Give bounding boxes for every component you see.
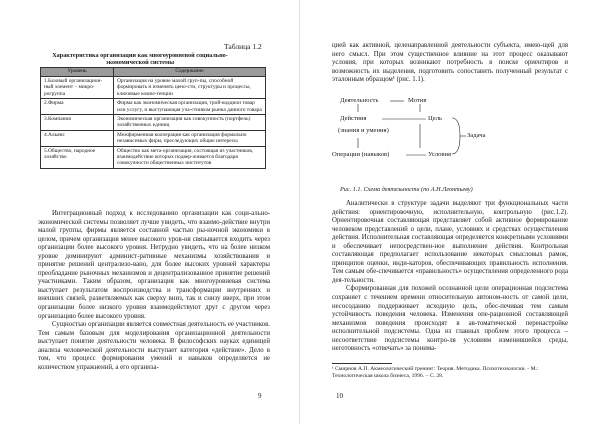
table-row <box>41 77 266 99</box>
diagram-connectors <box>320 92 580 182</box>
paragraph-organization-essence: Сущностью организации является совместная деятельность ее участников. Тем самым базовым для моделирования организационной деятельности выступает понятие деятельности человека. В философских науках единицей анализа человеческой деятельности выступает категория «действие». Дело в том, что процесс формирования умений и навыков определяется не количеством упражнений, а его организа- <box>38 321 270 371</box>
figure-caption: Рис. 1.1. Схема деятельности (по А.Н.Леонтьеву) <box>340 186 473 193</box>
paragraph-analytical-structure: Аналитически в структуре задачи выделяют три функциональных части действия: ориентировочную, исполнительную, контрольную (рис.1.2). Ориентировочная составляющая представляет собой активное формирование человеком представлений о цели, плане, условиях и средствах осуществления действия. Исполнительная составляющая определяется конкретными условиями и обеспечивает непосредствен-ное выполнение действия. Контрольная составляющая предполагает использование некоторых смысловых рамок, принципов оценки, инди-каторов, обеспечивающих правильность исполнения. Тем самым обе-спечивается «правильность» осуществления определенного рода дея-тельности. <box>332 200 568 284</box>
table-cell-content: Фирма как экономическая организация, трой-кодцион товар или услугу, и выступающая уча-стником рынка данного товара <box>114 99 266 115</box>
right-body-text <box>332 200 568 354</box>
paragraph-integration-approach: Интеграционный подход к исследованию организации как соци-ально-экономической системы позволяет лучше увидеть, что взаимо-действие внутри малой группы, фирмы является составной частью ры-ночной экономики в целом, причем организация менее высокого уров-ня связывается входить через организации более высокого уровня. Нетрудно увидеть, что на более низком уровне доминируют админист-ративные механизмы хозяйствования и принятие решений централизо-вано, для более высоких уровней характеры преобладание рыночных механизмов и децентрализованное принятие решений участниками. Таким образом, организация как многоуровневая система выступает результатом воспроизводства и трансформации внутренних и внешних связей, разветвляемых как сверху вниз, так и снизу вверх, при этом организации более низкого уровня взаимодействуют друг с другом через организацию более высокого уровня. <box>38 210 270 320</box>
table-row <box>41 146 266 168</box>
diagram-skills: (знания и умения) <box>338 127 389 134</box>
table-cell-content: Межфирменная кооперация как организация формально независимых фирм, преследующих общие интересы <box>114 130 266 146</box>
table-cell-content: Экономическая организация как совокупность (портфель) хозяйственных единиц <box>114 115 266 131</box>
diagram-task: Задача <box>467 132 486 139</box>
footnote-divider <box>332 363 392 364</box>
right-page <box>300 0 600 424</box>
diagram-operation: Операции (навыков) <box>332 151 390 158</box>
paragraph-continuation: цией как активной, целенаправленной деятельности субъекта, имею-щей для него смысл. При этом существенное влияние на этот процесс оказывают условия, при которых возникают потребность в поиске ориентиров и возможность их выделения, подготовить сопоставить полученный результат с эталонным образцом¹ (рис. 1.1). <box>332 42 568 84</box>
table-header-row <box>41 68 266 77</box>
table-cell-level: 4.Альянс <box>41 130 114 146</box>
footnote: ¹ Смирнов А.П. Акмеологический тренинг: Теория. Методика. Психотехнологии. - М.: Технологическая школа бизнеса, 1996. – С. 28. <box>332 366 539 379</box>
table-row <box>41 130 266 146</box>
diagram-motive: Мотив <box>408 97 427 104</box>
diagram-activity: Деятельность <box>340 97 379 104</box>
table-cell-level: 1.Базовый организацион-ный элемент – микро-рогруппа <box>41 77 114 99</box>
table-header-level: Уровень <box>41 68 114 77</box>
table-row <box>41 115 266 131</box>
left-body-text <box>38 210 270 372</box>
table-header-content: Содержание <box>114 68 266 77</box>
page-number-left: 9 <box>258 392 262 400</box>
table-cell-content: Организация на уровне малой груп-пы, способной формировать и изменять цено-сти, структуры и процессы, ключевые компе-тенции <box>114 77 266 99</box>
activity-structure-diagram <box>320 92 580 182</box>
organization-levels-table <box>40 67 266 169</box>
table-cell-level: 2.Фирма <box>41 99 114 115</box>
right-top-text <box>332 42 568 85</box>
page-number-right: 10 <box>336 392 343 400</box>
diagram-conditions: Условия <box>428 151 452 158</box>
diagram-goal: Цель <box>428 115 442 122</box>
table-cell-level: 5.Общество, народное хозяйство <box>41 146 114 168</box>
table-cell-level: 3.Компания <box>41 115 114 131</box>
table-row <box>41 99 266 115</box>
table-cell-content: Общество как мета-организация, состоящая из участников, взаимодействие которых подвер-живается благодаря совокупности общественных институтов <box>114 146 266 168</box>
table-number: Таблица 1.2 <box>224 42 262 51</box>
paragraph-operational-subsystem: Сформированная для похожей осознанной цели операционная подсистема сохраняет с течением времени относительную автоном-ность от самой цели, несосоданию поддерживает исходную цель, обес-печивая тем самым устойчивость поведения человека. Изменения опе-рационной составляющей механизмов поведения происходят в ав-томатической перенастройке исполнительной подсистемы. Одна из главных проблем этого процесса – несоответствие подсистемы контро-ля условиям изменившейся среды, неготовность «отвечать» за понима- <box>332 285 568 353</box>
diagram-action: Действия <box>340 115 367 122</box>
table-title: Характеристика организации как многоуровневой социально-экономической системы <box>52 52 228 67</box>
